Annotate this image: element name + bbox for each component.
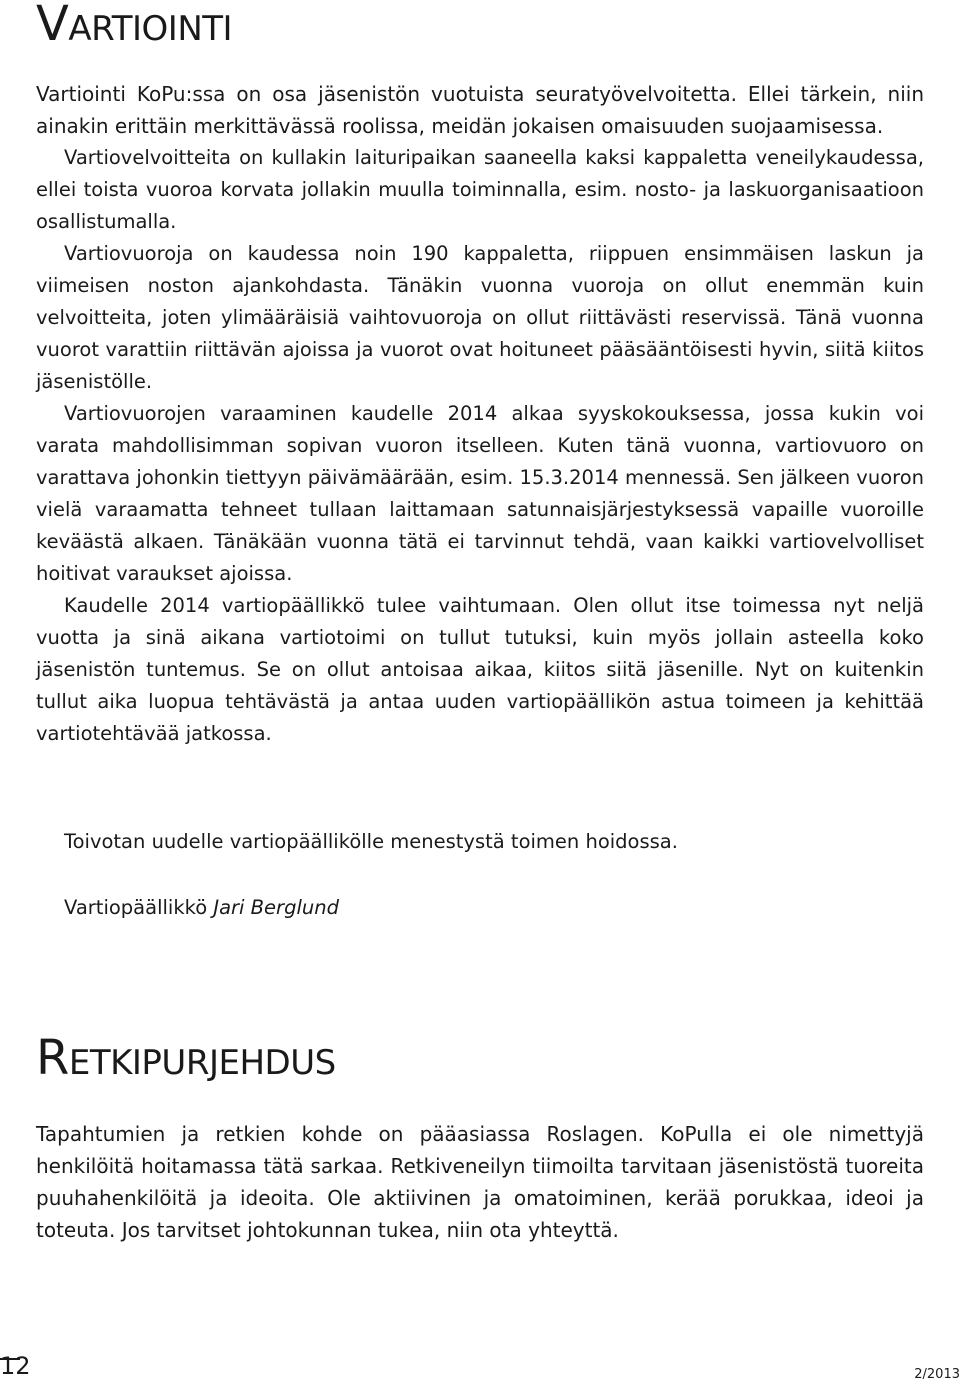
signature	[64, 892, 339, 924]
vartiointi-body	[36, 78, 924, 750]
paragraph: Kaudelle 2014 vartiopäällikkö tulee vaihtumaan. Olen ollut itse toimessa nyt neljä vuotta ja sinä aikana vartiotoimi on tullut tutuksi, kuin myös jollain asteella koko jäsenistön tuntemus. Se on ollut antoisaa aikaa, kiitos siitä jäsenille. Nyt on kuitenkin tullut aika luopua tehtävästä ja antaa uuden vartiopäällikön astua toimeen ja kehittää vartiotehtävää jatkossa.	[36, 594, 924, 745]
issue-number: 2/2013	[914, 1367, 960, 1382]
signature-role: Vartiopäällikkö	[64, 896, 208, 919]
section-title-retkipurjehdus: Retkipurjehdus	[36, 1030, 336, 1086]
paragraph: Tapahtumien ja retkien kohde on pääasiassa Roslagen. KoPulla ei ole nimettyjä henkilöitä hoitamassa tätä sarkaa. Retkiveneilyn tiimoilta tarvitaan jäsenistöstä tuoreita puuhahenkilöitä ja ideoita. Ole aktiivinen ja omatoiminen, kerää porukkaa, ideoi ja toteuta. Jos tarvitset johtokunnan tukea, niin ota yhteyttä.	[36, 1122, 924, 1242]
signature-name: Jari Berglund	[213, 896, 339, 919]
paragraph: Vartiovelvoitteita on kullakin laituripaikan saaneella kaksi kappaletta veneilykaudessa, ellei toista vuoroa korvata jollakin muulla toiminnalla, esim. nosto- ja laskuorganisaatioon osallistumalla.	[36, 146, 924, 233]
page-number: 12	[0, 1352, 31, 1380]
section-title-vartiointi: Vartiointi	[36, 0, 233, 52]
closing-wish: Toivotan uudelle vartiopäällikölle menestystä toimen hoidossa.	[64, 830, 678, 853]
paragraph: Vartiovuorojen varaaminen kaudelle 2014 alkaa syyskokouksessa, jossa kukin voi varata mahdollisimman sopivan vuoron itselleen. Kuten tänä vuonna, vartiovuoro on varattava johonkin tiettyyn päivämäärään, esim. 15.3.2014 mennessä. Sen jälkeen vuoron vielä varaamatta tehneet tullaan laittamaan satunnaisjärjestyksessä vapaille vuoroille keväästä alkaen. Tänäkään vuonna tätä ei tarvinnut tehdä, vaan kaikki vartiovelvolliset hoitivat varaukset ajoissa.	[36, 402, 924, 585]
paragraph: Vartiovuoroja on kaudessa noin 190 kappaletta, riippuen ensimmäisen laskun ja viimeisen noston ajankohdasta. Tänäkin vuonna vuoroja on ollut enemmän kuin velvoitteita, joten ylimääräisiä vaihtovuoroja on ollut riittävästi reservissä. Tänä vuonna vuorot varattiin riittävän ajoissa ja vuorot ovat hoituneet pääsääntöisesti hyvin, siitä kiitos jäsenistölle.	[36, 242, 924, 393]
retkipurjehdus-body	[36, 1118, 924, 1246]
paragraph: Vartiointi KoPu:ssa on osa jäsenistön vuotuista seuratyövelvoitetta. Ellei tärkein, niin ainakin erittäin merkittävässä roolissa, meidän jokaisen omaisuuden suojaamisessa.	[36, 82, 924, 138]
